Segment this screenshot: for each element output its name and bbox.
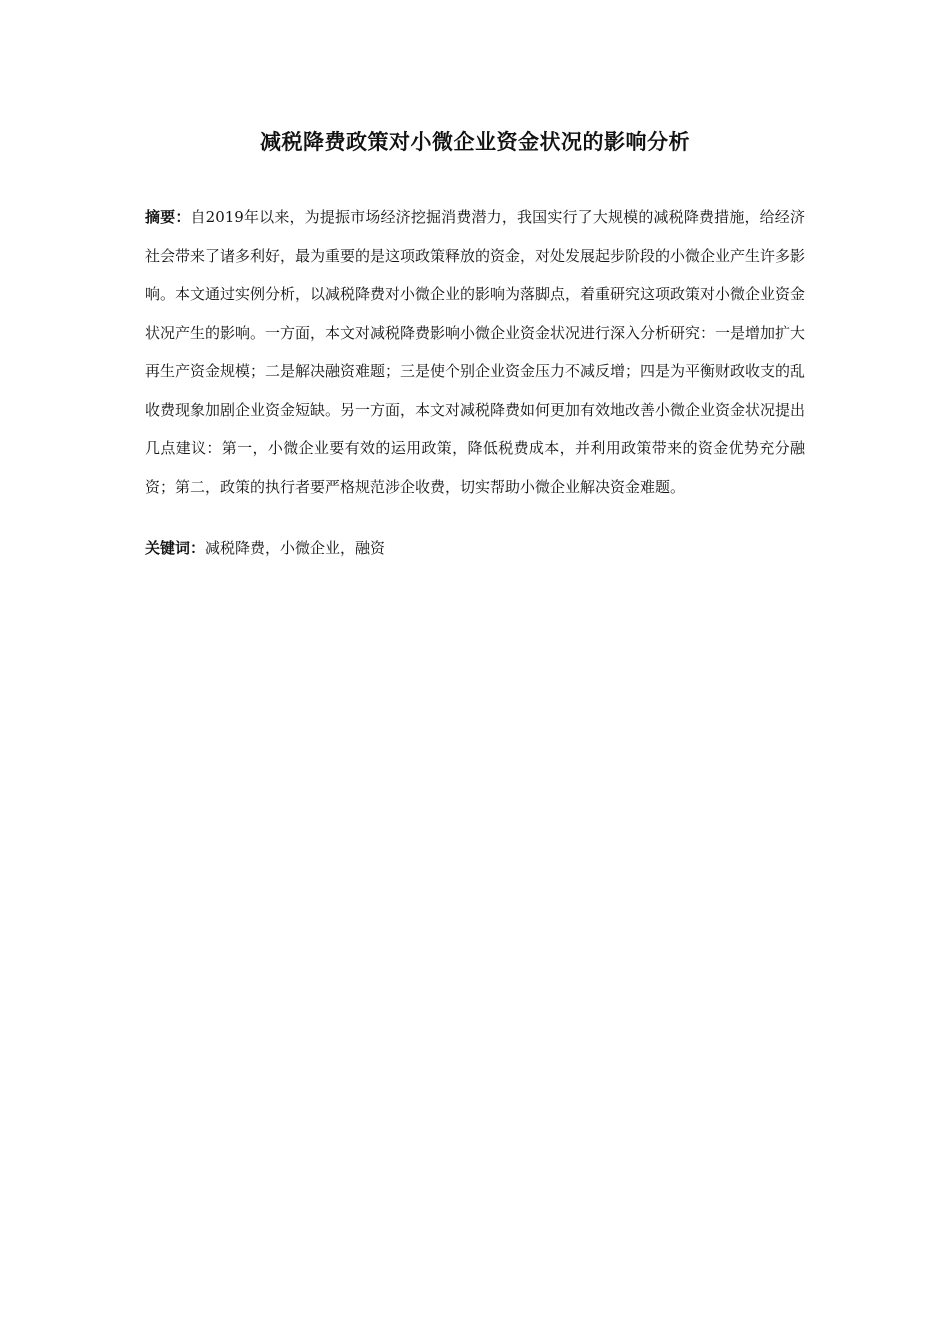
abstract-paragraph bbox=[145, 198, 805, 506]
keywords-label: 关键词： bbox=[145, 539, 206, 557]
keywords-text: 减税降费，小微企业，融资 bbox=[205, 539, 386, 557]
document-title: 减税降费政策对小微企业资金状况的影响分析 bbox=[260, 130, 690, 154]
keywords-paragraph bbox=[145, 530, 805, 566]
abstract-text: 自2019年以来，为提振市场经济挖掘消费潜力，我国实行了大规模的减税降费措施，给经济社会带来了诸多利好，最为重要的是这项政策释放的资金，对处发展起步阶段的小微企业产生许多影响。本文通过实例分析，以减税降费对小微企业的影响为落脚点，着重研究这项政策对小微企业资金状况产生的影响。一方面，本文对减税降费影响小微企业资金状况进行深入分析研究：一是增加扩大再生产资金规模；二是解决融资难题；三是使个别企业资金压力不减反增；四是为平衡财政收支的乱收费现象加剧企业资金短缺。另一方面，本文对减税降费如何更加有效地改善小微企业资金状况提出几点建议：第一，小微企业要有效的运用政策，降低税费成本，并利用政策带来的资金优势充分融资；第二，政策的执行者要严格规范涉企收费，切实帮助小微企业解决资金难题。 bbox=[145, 208, 806, 496]
abstract-label: 摘要： bbox=[145, 208, 191, 226]
